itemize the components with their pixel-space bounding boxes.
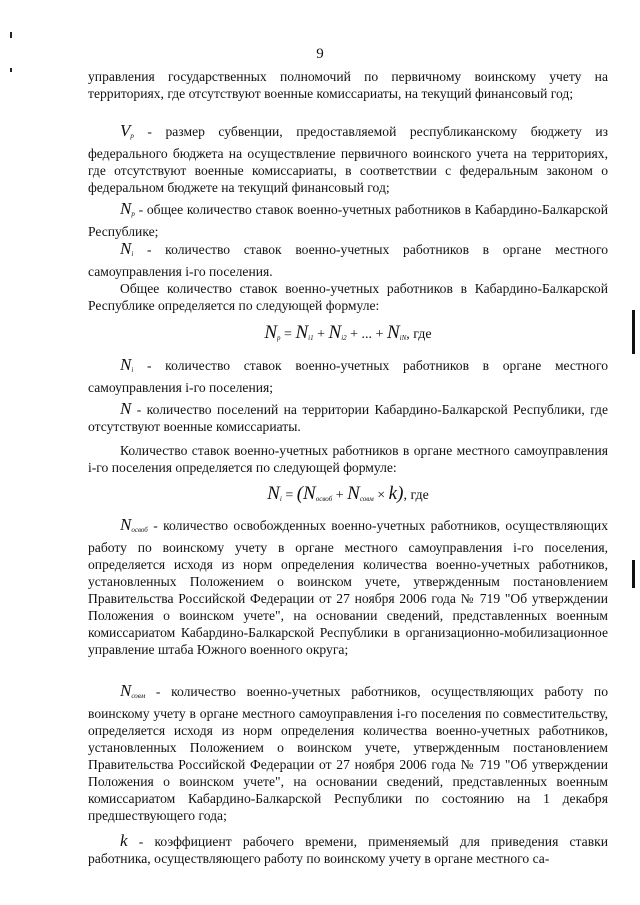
definition-N-sovm: $N_{совм}$ - количество военно-учетных работников, осуществляющих работу по воинскому учету в органе местного самоуправления i-го поселения по совместительству, определяется исходя из норм определения количества военно-учетных работников, установленных Положением о воинском учете, утвержденным постановлением Правительства Российской Федерации от 27 ноября 2006 года № 719 "Об утверждении Положения о воинском учете", на основании сведений, представленных военным комиссариатом Кабардино-Балкарской Республики по состоянию на 1 декабря предшествующего года;: [88, 681, 608, 823]
symbol-N: N: [120, 681, 132, 700]
definition-k: [88, 832, 608, 867]
scan-mark: [10, 68, 12, 72]
definition-Ni: $N_i$ - количество ставок военно-учетных работников в органе местного самоуправления i-го поселения.: [88, 239, 608, 279]
definition-text: - общее количество ставок военно-учетных работников в Кабардино-Балкарской Республике;: [88, 202, 608, 239]
formula-total: $N_р = N_{i1} + N_{i2}$ + ... + $N_{iN}$, где: [264, 322, 432, 343]
symbol-k: k: [120, 831, 128, 850]
definition-text: - количество военно-учетных работников, осуществляющих работу по воинскому учету в органе местного самоуправления i-го поселения по совместительству, определяется исходя из норм определения количества военно-учетных работников, установленных Положением о воинском учете, утвержденным постановлением Правительства Российской Федерации от 27 ноября 2006 года № 719 "Об утверждении Положения о воинском учете", на основании сведений, представленных военным комиссариатом Кабардино-Балкарской Республики по состоянию на 1 декабря предшествующего года;: [88, 684, 608, 823]
scan-edge-bar: [632, 560, 635, 588]
definition-Ni-2: $N_i$ - количество ставок военно-учетных работников в органе местного самоуправления i-го поселения;: [88, 355, 608, 395]
scan-edge-bar: [632, 310, 635, 354]
symbol-N: N: [120, 239, 132, 258]
definition-text: - коэффициент рабочего времени, применяемый для приведения ставки работника, осуществляющего работу по воинскому учету в органе местного са-: [88, 834, 608, 866]
formula-settlement: $N_i = (N_{освоб} + N_{совм} \times k)$, где: [267, 483, 429, 504]
scan-mark: [10, 32, 12, 38]
definition-text: - количество освобожденных военно-учетных работников, осуществляющих работу по воинскому учету в органе местного самоуправления i-го поселения, определяется исходя из норм определения количества военно-учетных работников, установленных Положением о воинском учете, утвержденным постановлением Правительства Российской Федерации от 27 ноября 2006 года № 719 "Об утверждении Положения о воинском учете", на основании сведений, представленных военным комиссариатом Кабардино-Балкарской Республики в организационно-мобилизационное управление штаба Южного военного округа;: [88, 518, 608, 657]
definition-Np: $N_р$ - общее количество ставок военно-учетных работников в Кабардино-Балкарской Республике;: [88, 199, 608, 239]
definition-text: - размер субвенции, предоставляемой республиканскому бюджету из федерального бюджета на осуществление первичного воинского учета на территориях, где отсутствуют военные комиссариаты, в соответствии с федеральным законом о федеральном бюджете на текущий финансовый год;: [88, 124, 608, 195]
symbol-V: V: [120, 121, 131, 140]
definition-N: [88, 400, 608, 435]
paragraph: Количество ставок военно-учетных работников в органе местного самоуправления i-го поселения определяется по следующей формуле:: [88, 443, 608, 475]
symbol-N: N: [120, 355, 132, 374]
symbol-N: N: [120, 199, 132, 218]
page-number: 9: [316, 46, 324, 62]
symbol-N: N: [120, 515, 132, 534]
definition-N-osvob: $N_{освоб}$ - количество освобожденных военно-учетных работников, осуществляющих работу по воинскому учету в органе местного самоуправления i-го поселения, определяется исходя из норм определения количества военно-учетных работников, установленных Положением о воинском учете, утвержденным постановлением Правительства Российской Федерации от 27 ноября 2006 года № 719 "Об утверждении Положения о воинском учете", на основании сведений, представленных военным комиссариатом Кабардино-Балкарской Республики в организационно-мобилизационное управление штаба Южного военного округа;: [88, 515, 608, 657]
definition-V: $V_р$ - размер субвенции, предоставляемой республиканскому бюджету из федерального бюджета на осуществление первичного воинского учета на территориях, где отсутствуют военные комиссариаты, в соответствии с федеральным законом о федеральном бюджете на текущий финансовый год;: [88, 121, 608, 195]
definition-text: - количество поселений на территории Кабардино-Балкарской Республики, где отсутствуют военные комиссариаты.: [88, 402, 608, 434]
definition-text: - количество ставок военно-учетных работников в органе местного самоуправления i-го поселения;: [88, 358, 608, 395]
symbol-N: N: [120, 399, 132, 418]
paragraph: Общее количество ставок военно-учетных работников в Кабардино-Балкарской Республике определяется по следующей формуле:: [88, 281, 608, 313]
paragraph-continuation: управления государственных полномочий по первичному воинскому учету на территориях, где отсутствуют военные комиссариаты, на текущий финансовый год;: [88, 69, 608, 101]
definition-text: - количество ставок военно-учетных работников в органе местного самоуправления i-го поселения.: [88, 242, 608, 279]
